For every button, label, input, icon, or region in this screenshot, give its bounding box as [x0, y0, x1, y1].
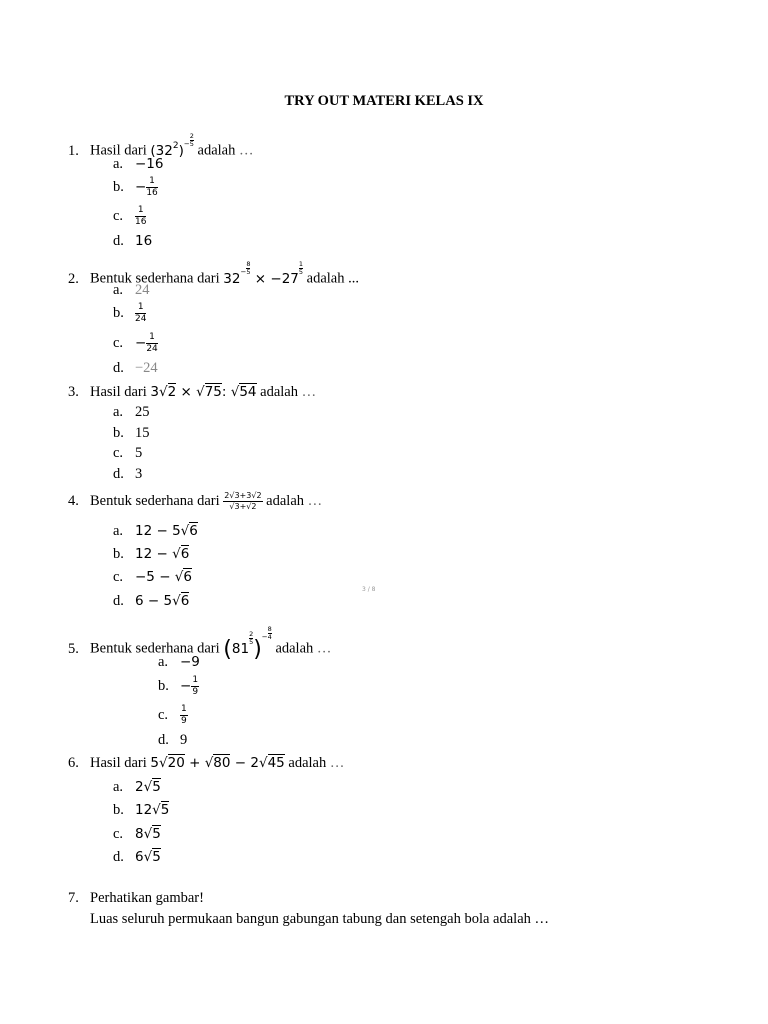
question-7: 7. Perhatikan gambar!: [68, 890, 204, 906]
question-expression: 32− $\frac{8}{5}$ × −27 $\frac{1}{5}$: [223, 260, 304, 287]
question-line-1: Perhatikan gambar!: [90, 890, 204, 906]
option-3b[interactable]: b. 15: [113, 425, 150, 441]
question-expression: 3√2 × √75: √54: [150, 384, 257, 400]
option-4c[interactable]: c. −5 − √6: [113, 569, 192, 585]
option-6a[interactable]: a. 2√5: [113, 779, 161, 795]
option-4a[interactable]: a. 12 − 5√6: [113, 523, 198, 539]
option-5c[interactable]: c. $\frac{1}{9}$: [158, 704, 187, 726]
option-2d[interactable]: d. −24: [113, 360, 158, 376]
question-2: 2. Bentuk sederhana dari 32− $\frac{8}{5}$ × −27 $\frac{1}{5}$ adalah ...: [68, 260, 359, 287]
option-1a[interactable]: a. −16: [113, 156, 164, 172]
option-3a[interactable]: a. 25: [113, 404, 150, 420]
question-4: 4. Bentuk sederhana dari $\frac{2√3+3√2}{√3+√2}$ adalah …: [68, 491, 323, 511]
question-expression: $(32^2)-$ $\frac{2}{5}$: [150, 132, 194, 159]
option-6d[interactable]: d. 6√5: [113, 849, 161, 865]
option-4d[interactable]: d. 6 − 5√6: [113, 593, 190, 609]
option-5d[interactable]: d. 9: [158, 732, 188, 748]
question-5: 5. Bentuk sederhana dari (81 $\frac{2}{5}$ )− $\frac{8}{4}$ adalah …: [68, 625, 332, 662]
option-5a[interactable]: a. −9: [158, 654, 200, 670]
question-prefix: Hasil dari: [90, 142, 147, 159]
question-suffix: adalah …: [197, 142, 254, 159]
question-number: 1.: [68, 142, 79, 159]
option-3d[interactable]: d. 3: [113, 466, 143, 482]
option-2a[interactable]: a. 24: [113, 282, 150, 298]
page-title: TRY OUT MATERI KELAS IX: [284, 93, 484, 109]
question-expression: $\frac{2√3+3√2}{√3+√2}$: [224, 491, 262, 511]
question-expression: (81 $\frac{2}{5}$ )− $\frac{8}{4}$: [223, 625, 272, 662]
option-6c[interactable]: c. 8√5: [113, 826, 161, 842]
question-expression: 5√20 + √80 − 2√45: [150, 755, 285, 771]
option-1d[interactable]: d. 16: [113, 233, 153, 249]
question-7-line-2: Luas seluruh permukaan bangun gabungan tabung dan setengah bola adalah …: [90, 911, 550, 927]
option-1c[interactable]: c. $\frac{1}{16}$: [113, 205, 147, 227]
page-number: 3 / 8: [362, 586, 376, 593]
option-6b[interactable]: b. 12√5: [113, 802, 170, 818]
question-3: 3. Hasil dari 3√2 × √75: √54 adalah …: [68, 384, 317, 400]
option-2b[interactable]: b. $\frac{1}{24}$: [113, 302, 147, 324]
option-2c[interactable]: c. − $\frac{1}{24}$: [113, 332, 158, 354]
question-6: 6. Hasil dari 5√20 + √80 − 2√45 adalah …: [68, 755, 345, 771]
option-4b[interactable]: b. 12 − √6: [113, 546, 190, 562]
option-5b[interactable]: b. − $\frac{1}{9}$: [158, 675, 199, 697]
option-1b[interactable]: b. − $\frac{1}{16}$: [113, 176, 158, 198]
option-3c[interactable]: c. 5: [113, 445, 143, 461]
